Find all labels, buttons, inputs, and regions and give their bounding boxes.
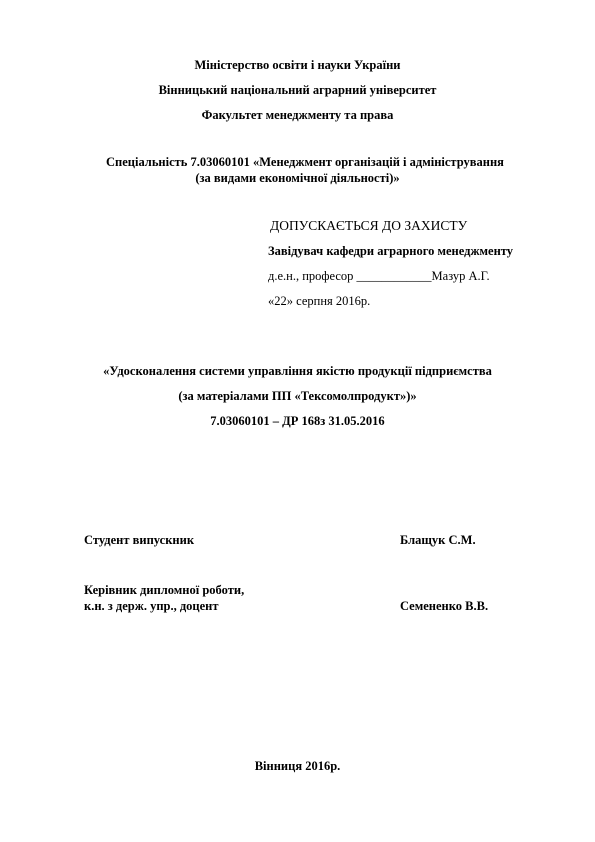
student-label: Студент випускник — [84, 533, 195, 547]
thesis-title-line-1: «Удосконалення системи управління якістю продукції підприємства — [103, 364, 492, 378]
approval-position: Завідувач кафедри аграрного менеджменту — [268, 244, 514, 258]
ministry-heading: Міністерство освіти і науки України — [194, 58, 401, 72]
specialty-line-2: (за видами економічної діяльності)» — [195, 171, 400, 185]
university-heading: Вінницький національний аграрний університет — [158, 83, 437, 97]
student-name: Блащук С.М. — [400, 533, 476, 547]
approval-date: «22» серпня 2016р. — [268, 294, 371, 308]
city-year: Вінниця 2016р. — [254, 759, 341, 773]
supervisor-label-line-1: Керівник дипломної роботи, — [84, 583, 245, 597]
thesis-code: 7.03060101 – ДР 168з 31.05.2016 — [210, 414, 385, 428]
approval-signature-line: д.е.н., професор ____________Мазур А.Г. — [268, 269, 490, 283]
specialty-line-1: Спеціальність 7.03060101 «Менеджмент організацій і адміністрування — [106, 155, 504, 169]
faculty-heading: Факультет менеджменту та права — [201, 108, 394, 122]
supervisor-name: Семененко В.В. — [400, 599, 489, 613]
supervisor-label-line-2: к.н. з держ. упр., доцент — [84, 599, 219, 613]
thesis-title-line-2: (за матеріалами ПП «Тексомолпродукт»)» — [178, 389, 417, 403]
approval-title: ДОПУСКАЄТЬСЯ ДО ЗАХИСТУ — [270, 218, 468, 233]
